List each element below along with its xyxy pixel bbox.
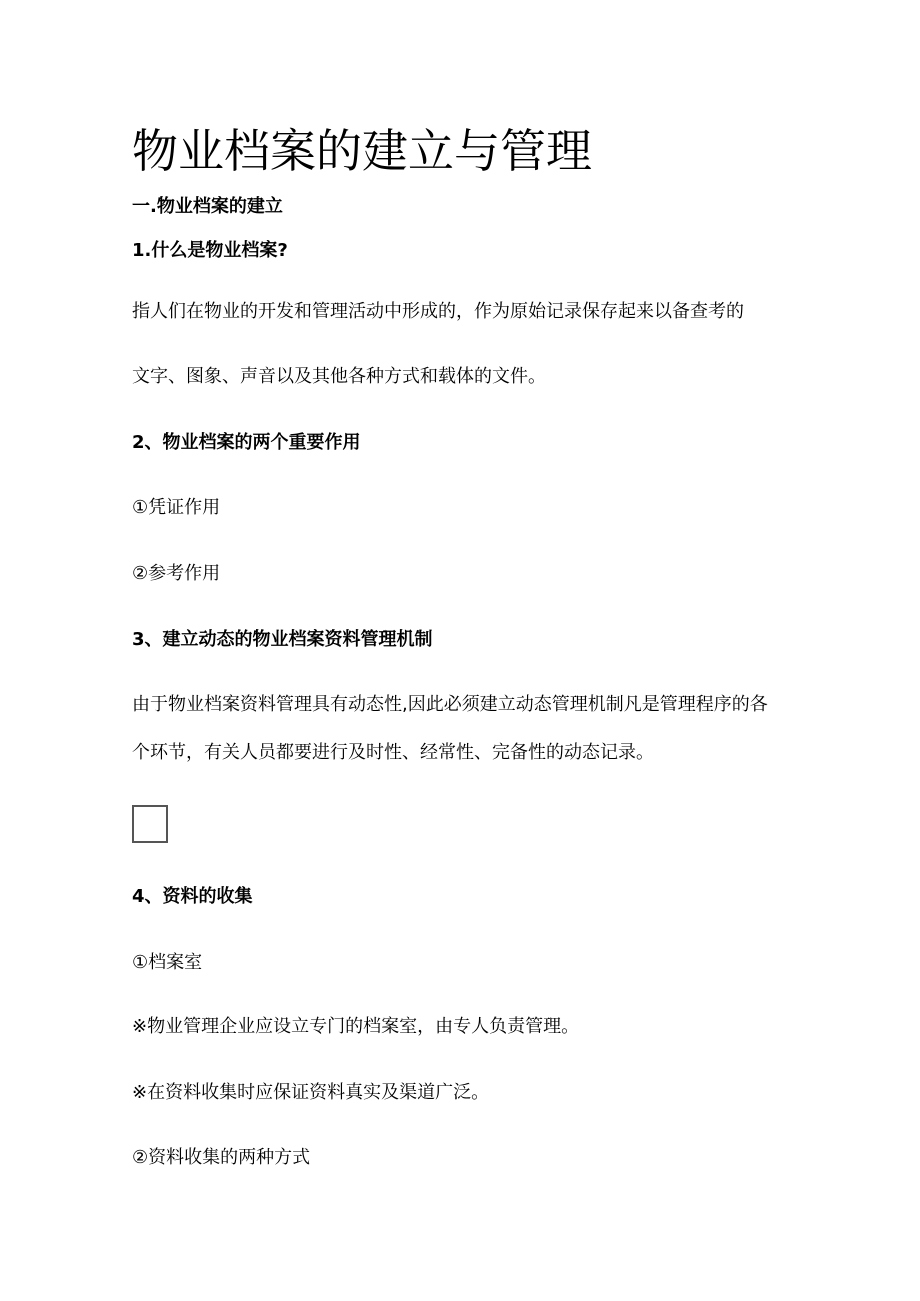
question-heading-4: 4、资料的收集 (132, 886, 253, 907)
definition-paragraph-line-2: 文字、图象、声音以及其他各种方式和载体的文件。 (132, 366, 546, 387)
question-heading-2: 2、物业档案的两个重要作用 (132, 432, 361, 453)
role-item-1: ①凭证作用 (132, 497, 221, 518)
definition-paragraph-line-1: 指人们在物业的开发和管理活动中形成的，作为原始记录保存起来以备查考的 (132, 301, 744, 322)
collect-item-1: ①档案室 (132, 952, 203, 973)
collect-item-2: ②资料收集的两种方式 (132, 1147, 311, 1168)
mechanism-paragraph-line-1: 由于物业档案资料管理具有动态性,因此必须建立动态管理机制凡是管理程序的各 (132, 694, 768, 715)
section-heading-1: 一.物业档案的建立 (132, 196, 283, 217)
image-placeholder-box (132, 805, 168, 843)
question-heading-1: 1.什么是物业档案? (132, 240, 288, 261)
page-title: 物业档案的建立与管理 (132, 124, 592, 178)
role-item-2: ②参考作用 (132, 563, 221, 584)
note-item-1: ※物业管理企业应设立专门的档案室，由专人负责管理。 (132, 1016, 580, 1037)
note-item-2: ※在资料收集时应保证资料真实及渠道广泛。 (132, 1082, 490, 1103)
question-heading-3: 3、建立动态的物业档案资料管理机制 (132, 629, 433, 650)
mechanism-paragraph-line-2: 个环节，有关人员都要进行及时性、经常性、完备性的动态记录。 (132, 742, 654, 763)
